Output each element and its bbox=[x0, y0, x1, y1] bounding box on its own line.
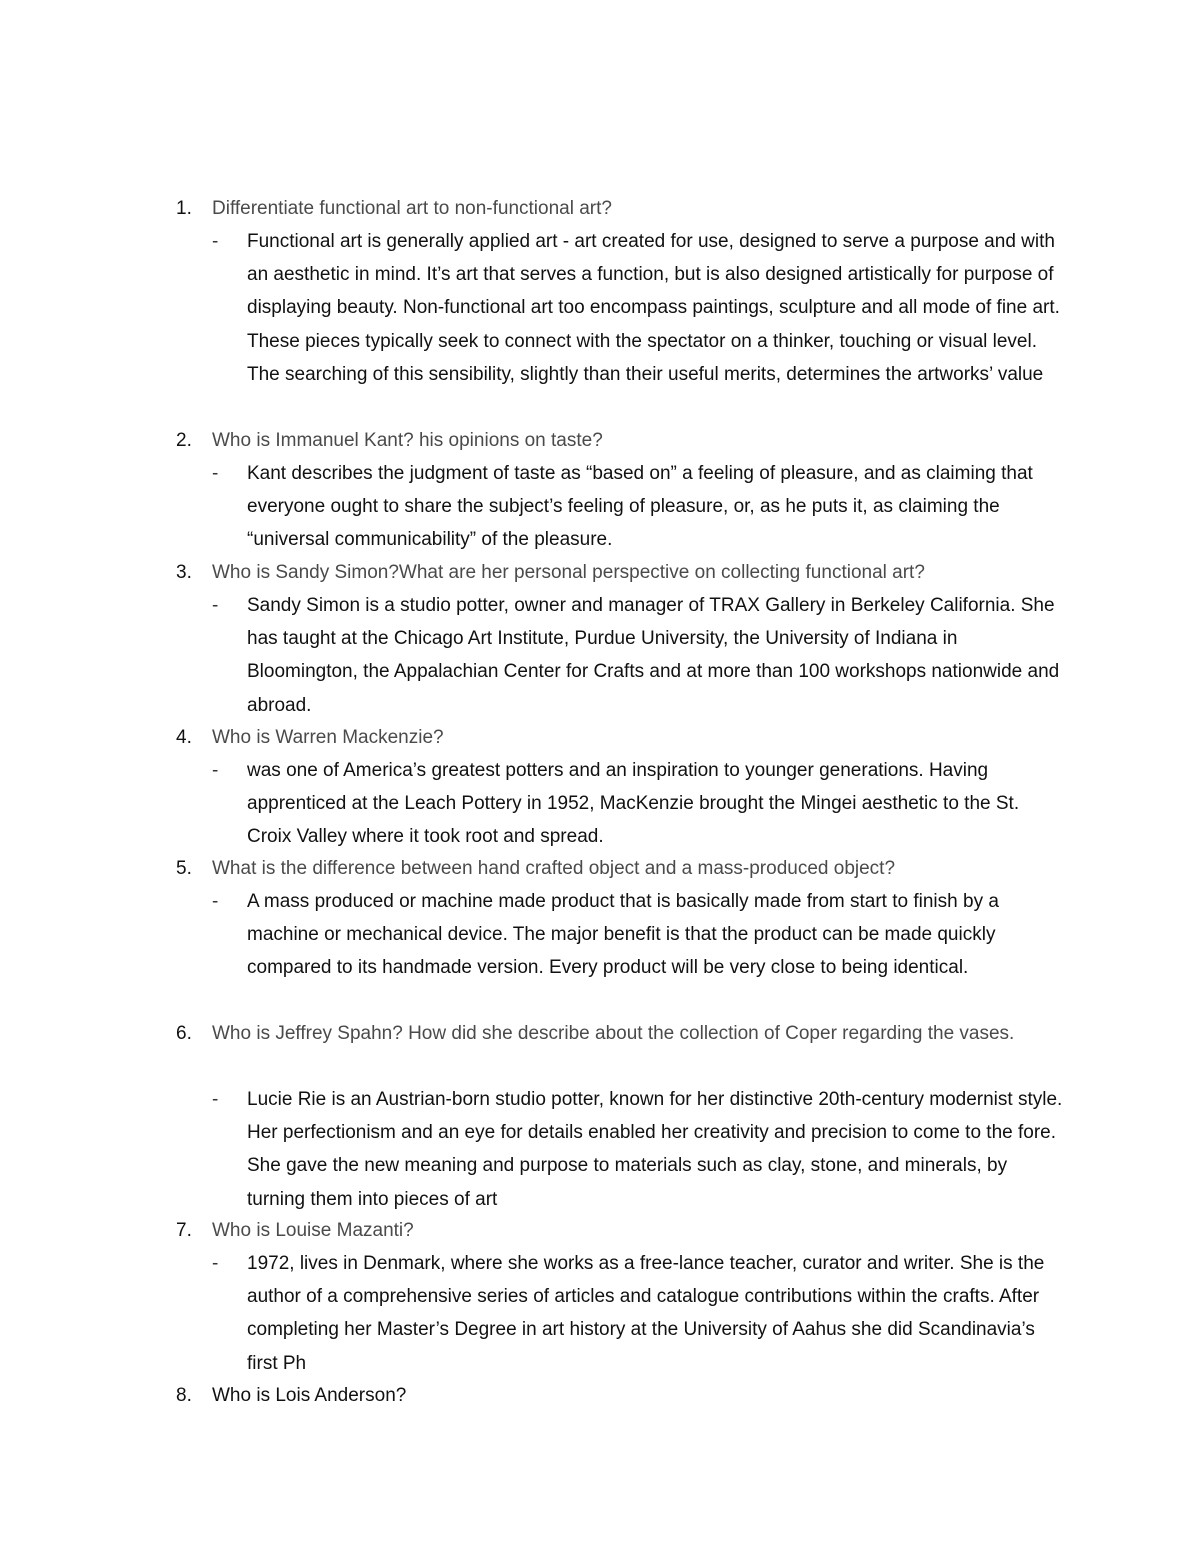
answer-dash: - bbox=[212, 595, 219, 616]
question-text: Differentiate functional art to non-functional art? bbox=[212, 198, 612, 219]
question-number: 7. bbox=[176, 1220, 192, 1241]
question-number: 2. bbox=[176, 430, 192, 451]
answer-text: 1972, lives in Denmark, where she works as a free-lance teacher, curator and writer. She is the author of a comprehensive series of articles and catalogue contributions within the crafts. After completing her Master’s Degree in art history at the University of Aahus she did Scandinavia’s first Ph bbox=[247, 1253, 1045, 1374]
question-text: Who is Jeffrey Spahn? How did she describe about the collection of Coper regarding the vases. bbox=[212, 1023, 1015, 1044]
question-number: 3. bbox=[176, 562, 192, 583]
question-number: 4. bbox=[176, 727, 192, 748]
answer-dash: - bbox=[212, 463, 219, 484]
answer-text: Lucie Rie is an Austrian-born studio potter, known for her distinctive 20th-century modernist style. Her perfectionism and an eye for details enabled her creativity and precision to come to the fore. She gave the new meaning and purpose to materials such as clay, stone, and minerals, by turning them into pieces of art bbox=[247, 1089, 1063, 1210]
question-number: 8. bbox=[176, 1385, 192, 1406]
answer-text: A mass produced or machine made product that is basically made from start to finish by a machine or mechanical device. The major benefit is that the product can be made quickly compared to its handmade version. Every product will be very close to being identical. bbox=[247, 891, 999, 979]
question-text: Who is Warren Mackenzie? bbox=[212, 727, 444, 748]
answer-dash: - bbox=[212, 891, 219, 912]
answer-dash: - bbox=[212, 1089, 219, 1110]
question-number: 6. bbox=[176, 1023, 192, 1044]
answer-text: Sandy Simon is a studio potter, owner and manager of TRAX Gallery in Berkeley California. She has taught at the Chicago Art Institute, Purdue University, the University of Indiana in Bloomington, the Appalachian Center for Crafts and at more than 100 workshops nationwide and abroad. bbox=[247, 595, 1060, 716]
answer-dash: - bbox=[212, 231, 219, 252]
question-text: Who is Lois Anderson? bbox=[212, 1385, 407, 1406]
question-text: Who is Louise Mazanti? bbox=[212, 1220, 414, 1241]
question-text: Who is Sandy Simon?What are her personal perspective on collecting functional art? bbox=[212, 562, 925, 583]
question-text: What is the difference between hand crafted object and a mass-produced object? bbox=[212, 858, 896, 879]
answer-text: Functional art is generally applied art - art created for use, designed to serve a purpose and with an aesthetic in mind. It’s art that serves a function, but is also designed artistically for purpose of displaying beauty. Non-functional art too encompass paintings, sculpture and all mode of fine art. These pieces typically seek to connect with the spectator on a thinker, touching or visual level. The searching of this sensibility, slightly than their useful merits, determines the artworks’ value bbox=[247, 231, 1060, 385]
answer-dash: - bbox=[212, 760, 219, 781]
answer-text: Kant describes the judgment of taste as “based on” a feeling of pleasure, and as claiming that everyone ought to share the subject’s feeling of pleasure, or, as he puts it, as claiming the “universal communicability” of the pleasure. bbox=[247, 463, 1033, 551]
question-text: Who is Immanuel Kant? his opinions on taste? bbox=[212, 430, 603, 451]
question-number: 5. bbox=[176, 858, 192, 879]
answer-text: was one of America’s greatest potters and an inspiration to younger generations. Having apprenticed at the Leach Pottery in 1952, MacKenzie brought the Mingei aesthetic to the St. Croix Valley where it took root and spread. bbox=[247, 760, 1020, 848]
question-number: 1. bbox=[176, 198, 192, 219]
answer-dash: - bbox=[212, 1253, 219, 1274]
